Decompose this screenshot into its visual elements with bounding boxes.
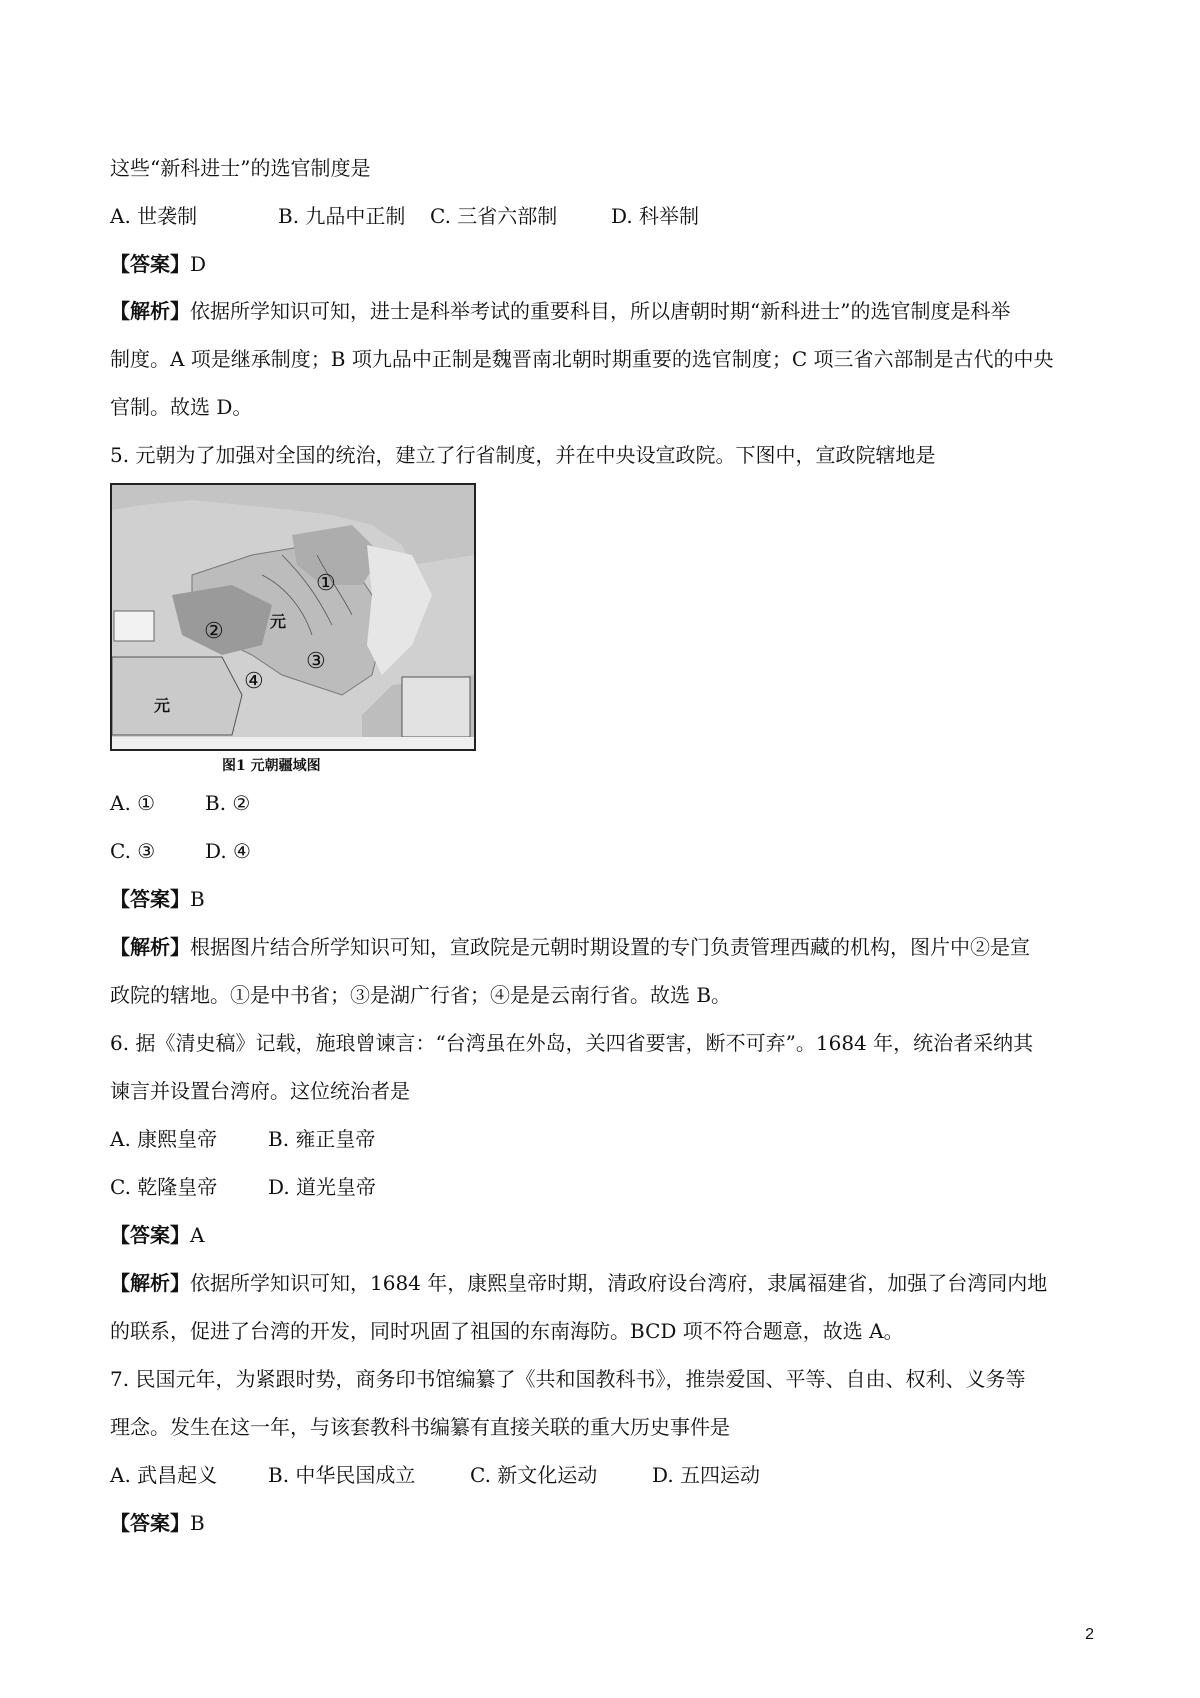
analysis-label: 【解析】 xyxy=(110,935,190,959)
q7-answer xyxy=(110,1511,205,1535)
q6-option-b: B. 雍正皇帝 xyxy=(268,1127,376,1151)
answer-label: 【答案】 xyxy=(110,252,190,276)
map-marker-2: ② xyxy=(204,619,224,644)
q4-option-a: A. 世袭制 xyxy=(110,204,198,228)
answer-value: B xyxy=(190,887,205,911)
map-marker-3: ③ xyxy=(306,649,326,674)
answer-value: B xyxy=(190,1511,205,1535)
analysis-text: 根据图片结合所学知识可知，宣政院是元朝时期设置的专门负责管理西藏的机构，图片中②是宣 xyxy=(190,935,1030,959)
map-image xyxy=(110,483,476,751)
q5-analysis-line-1 xyxy=(110,935,1030,959)
q7-stem-line-2: 理念。发生在这一年，与该套教科书编纂有直接关联的重大历史事件是 xyxy=(110,1415,730,1439)
q5-analysis-line-2: 政院的辖地。①是中书省；③是湖广行省；④是是云南行省。故选 B。 xyxy=(110,983,732,1007)
q6-answer xyxy=(110,1223,204,1247)
q7-stem-line-1: 7. 民国元年，为紧跟时势，商务印书馆编纂了《共和国教科书》，推崇爱国、平等、自由、权利、义务等 xyxy=(110,1367,1026,1391)
q4-option-d: D. 科举制 xyxy=(611,204,700,228)
q4-stem: 这些“新科进士”的选官制度是 xyxy=(110,156,371,180)
q6-stem-line-2: 谏言并设置台湾府。这位统治者是 xyxy=(110,1079,410,1103)
answer-label: 【答案】 xyxy=(110,1511,190,1535)
q4-answer xyxy=(110,252,206,276)
q7-option-b: B. 中华民国成立 xyxy=(268,1463,416,1487)
analysis-label: 【解析】 xyxy=(110,1271,190,1295)
q5-option-c: C. ③ xyxy=(110,839,156,863)
page-number: 2 xyxy=(1085,1626,1094,1643)
q6-option-c: C. 乾隆皇帝 xyxy=(110,1175,218,1199)
q6-analysis-line-2: 的联系，促进了台湾的开发，同时巩固了祖国的东南海防。BCD 项不符合题意，故选 A。 xyxy=(110,1319,904,1343)
analysis-text: 依据所学知识可知，1684 年，康熙皇帝时期，清政府设台湾府，隶属福建省，加强了台湾同内地 xyxy=(190,1271,1048,1295)
answer-value: D xyxy=(190,252,207,276)
answer-label: 【答案】 xyxy=(110,887,190,911)
q5-stem: 5. 元朝为了加强对全国的统治，建立了行省制度，并在中央设宣政院。下图中，宣政院辖地是 xyxy=(110,443,936,467)
q4-analysis-line-2: 制度。A 项是继承制度；B 项九品中正制是魏晋南北朝时期重要的选官制度；C 项三省六部制是古代的中央 xyxy=(110,347,1054,371)
q6-analysis-line-1 xyxy=(110,1271,1047,1295)
q4-analysis-line-1 xyxy=(110,299,1010,323)
analysis-label: 【解析】 xyxy=(110,299,190,323)
q6-option-a: A. 康熙皇帝 xyxy=(110,1127,218,1151)
q7-option-c: C. 新文化运动 xyxy=(470,1463,598,1487)
q4-option-c: C. 三省六部制 xyxy=(430,204,558,228)
map-marker-4: ④ xyxy=(244,669,264,694)
q5-answer xyxy=(110,887,205,911)
q6-stem-line-1: 6. 据《清史稿》记载，施琅曾谏言：“台湾虽在外岛，关四省要害，断不可弃”。1684 年，统治者采纳其 xyxy=(110,1031,1034,1055)
q4-option-b: B. 九品中正制 xyxy=(278,204,406,228)
q7-option-d: D. 五四运动 xyxy=(652,1463,761,1487)
q5-option-a: A. ① xyxy=(110,791,156,815)
answer-value: A xyxy=(190,1223,205,1247)
map-caption: 图1 元朝疆域图 xyxy=(222,758,321,774)
map-marker-1: ① xyxy=(316,571,336,596)
answer-label: 【答案】 xyxy=(110,1223,190,1247)
map-inset-label: 元 xyxy=(154,696,171,715)
q4-analysis-line-3: 官制。故选 D。 xyxy=(110,395,253,419)
q5-option-d: D. ④ xyxy=(205,839,251,863)
q7-option-a: A. 武昌起义 xyxy=(110,1463,218,1487)
q6-option-d: D. 道光皇帝 xyxy=(268,1175,377,1199)
map-center-label: 元 xyxy=(270,612,287,631)
yuan-territory-map xyxy=(110,483,476,773)
analysis-text: 依据所学知识可知，进士是科举考试的重要科目，所以唐朝时期“新科进士”的选官制度是科举 xyxy=(190,299,1011,323)
q5-option-b: B. ② xyxy=(205,791,251,815)
